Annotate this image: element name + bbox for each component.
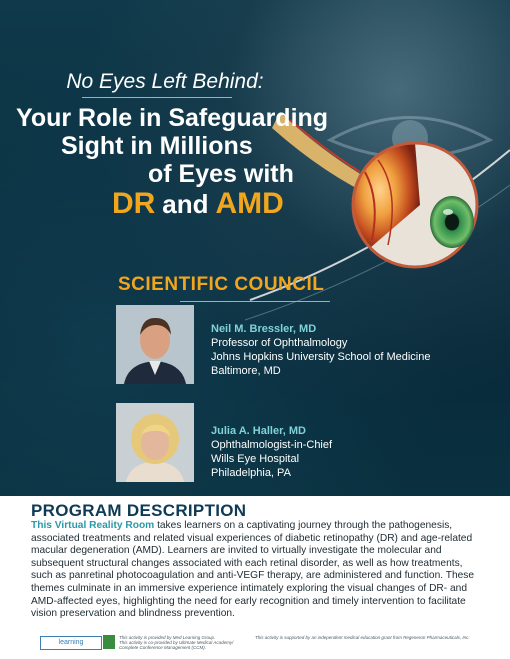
program-description (31, 520, 486, 621)
program-body: takes learners on a captivating journey through the pathogenesis, associated treatments and related visual experiences of diabetic retinopathy (DR) and age-related macular degeneration (AMD). Learners are invited to virtually investigate the molecular and subsequent structural changes associated with each retinal disorder, as well as how treatments, such as panretinal photocoagulation and anti-VEGF therapy, are administered and function. These themes culminate in an immersive experience intimately exploring the visual changes of DR- and AMD-affected eyes, highlighting the need for early recognition and timely intervention to facilitate vision preservation and blindness prevention. (31, 520, 475, 620)
title-divider (82, 97, 232, 98)
program-title: PROGRAM DESCRIPTION (31, 501, 247, 520)
member-institution: Johns Hopkins University School of Medicine (211, 351, 431, 363)
member-title: Ophthalmologist-in-Chief (211, 439, 333, 451)
provided-line-1: This activity is provided by Med Learning Group. (119, 635, 216, 640)
member-name: Neil M. Bressler, MD (211, 323, 317, 335)
title-accent-dr: DR (112, 187, 156, 220)
subtitle: No Eyes Left Behind: (66, 70, 264, 93)
title-accent-amd: AMD (215, 187, 284, 220)
council-member-bressler (211, 322, 431, 378)
title-line-2: Sight in Millions (61, 132, 253, 160)
avatar-haller (116, 403, 194, 482)
provided-line-2: This activity is co-provided by Ultimate Medical Academy/ (119, 640, 234, 645)
support-text: This activity is supported by an independent medical education grant from Regeneron Pharmaceuticals, Inc. (255, 635, 470, 640)
title-line-3: of Eyes with (148, 160, 294, 188)
council-title: SCIENTIFIC COUNCIL (118, 274, 325, 295)
council-divider (180, 301, 330, 302)
provided-line-3: Complete Conference Management (CCM). (119, 645, 207, 650)
title-and: and (162, 189, 209, 219)
member-institution: Wills Eye Hospital (211, 453, 300, 465)
provided-by-text (119, 635, 249, 650)
academy-logo (103, 635, 115, 649)
title-line-1: Your Role in Safeguarding (16, 104, 329, 132)
title-line-4 (112, 187, 284, 220)
avatar-bressler (116, 305, 194, 384)
member-location: Philadelphia, PA (211, 467, 291, 479)
member-name: Julia A. Haller, MD (211, 425, 306, 437)
program-lead: This Virtual Reality Room (31, 520, 155, 531)
member-title: Professor of Ophthalmology (211, 337, 348, 349)
member-location: Baltimore, MD (211, 365, 281, 377)
med-learning-logo: learning (40, 636, 102, 650)
council-member-haller (211, 424, 332, 480)
